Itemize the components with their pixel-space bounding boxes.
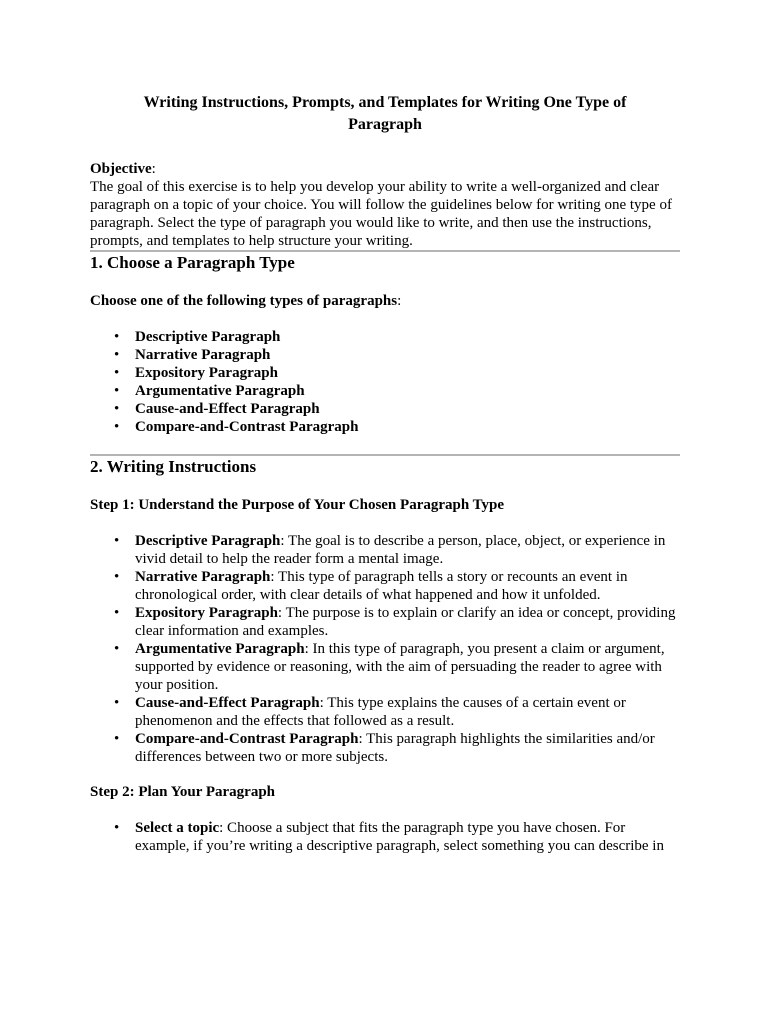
list-item — [135, 328, 680, 346]
list-item-term: Narrative Paragraph — [135, 569, 271, 585]
list-item-term: Select a topic — [135, 820, 220, 836]
step-1-heading — [90, 496, 680, 514]
step-1-list — [90, 532, 680, 766]
step-1-heading-text: Step 1: Understand the Purpose of Your Chosen Paragraph Type — [90, 497, 505, 513]
list-item-term: Compare-and-Contrast Paragraph — [135, 731, 359, 747]
list-item — [135, 694, 680, 730]
document-title-line-1: Writing Instructions, Prompts, and Templates for Writing One Type of — [143, 94, 627, 111]
list-item — [135, 532, 680, 568]
list-item — [135, 730, 680, 766]
list-item-term: Descriptive Paragraph — [135, 533, 281, 549]
list-item-description: : In this type of paragraph, you present a claim or argument, supported by evidence or reasoning, with the aim of persuading the reader to agree with your position. — [135, 641, 665, 693]
list-item — [135, 568, 680, 604]
list-item-description: : This type explains the causes of a certain event or phenomenon and the effects that followed as a result. — [135, 695, 626, 729]
paragraph-type-label: Argumentative Paragraph — [135, 383, 305, 399]
list-item — [135, 418, 680, 436]
step-2-heading — [90, 783, 680, 801]
objective-text: The goal of this exercise is to help you develop your ability to write a well-organized and clear paragraph on a topic of your choice. You will follow the guidelines below for writing one type of paragraph. Select the type of paragraph you would like to write, and then use the instructions, prompts, and templates to help structure your writing. — [90, 179, 672, 249]
objective-label: Objective — [90, 161, 152, 177]
step-2-list — [90, 819, 680, 855]
list-item-term: Cause-and-Effect Paragraph — [135, 695, 320, 711]
list-item — [135, 382, 680, 400]
paragraph-type-label: Cause-and-Effect Paragraph — [135, 401, 320, 417]
step-2-heading-text: Step 2: Plan Your Paragraph — [90, 784, 276, 800]
paragraph-type-label: Compare-and-Contrast Paragraph — [135, 419, 359, 435]
paragraph-type-label: Descriptive Paragraph — [135, 329, 281, 345]
list-item-description: : This type of paragraph tells a story or recounts an event in chronological order, with clear details of what happened and how it unfolded. — [135, 569, 628, 603]
list-item — [135, 640, 680, 694]
section-2-heading: 2. Writing Instructions — [90, 457, 257, 476]
list-item — [135, 819, 680, 855]
list-item-term: Argumentative Paragraph — [135, 641, 305, 657]
section-1-lead-colon: : — [397, 293, 402, 309]
objective-heading — [90, 160, 680, 178]
document-page — [90, 92, 680, 855]
list-item-description: : Choose a subject that fits the paragraph type you have chosen. For example, if you’re writing a descriptive paragraph, select something you can describe in — [135, 820, 664, 854]
list-item — [135, 400, 680, 418]
list-item-description: : The purpose is to explain or clarify an idea or concept, providing clear information and examples. — [135, 605, 676, 639]
list-item-term: Expository Paragraph — [135, 605, 278, 621]
paragraph-type-label: Expository Paragraph — [135, 365, 278, 381]
objective-colon: : — [151, 161, 156, 177]
list-item — [135, 604, 680, 640]
paragraph-type-list — [90, 328, 680, 436]
list-item — [135, 346, 680, 364]
section-1-heading: 1. Choose a Paragraph Type — [90, 253, 295, 272]
objective-section — [90, 160, 680, 250]
document-title-line-2: Paragraph — [348, 116, 422, 133]
document-title — [90, 92, 680, 136]
list-item — [135, 364, 680, 382]
paragraph-type-label: Narrative Paragraph — [135, 347, 271, 363]
list-item-description: : This paragraph highlights the similarities and/or differences between two or more subjects. — [135, 731, 655, 765]
list-item-description: : The goal is to describe a person, place, object, or experience in vivid detail to help the reader form a mental image. — [135, 533, 666, 567]
section-1-lead-bold: Choose one of the following types of paragraphs — [90, 293, 398, 309]
section-1-lead — [90, 292, 680, 310]
